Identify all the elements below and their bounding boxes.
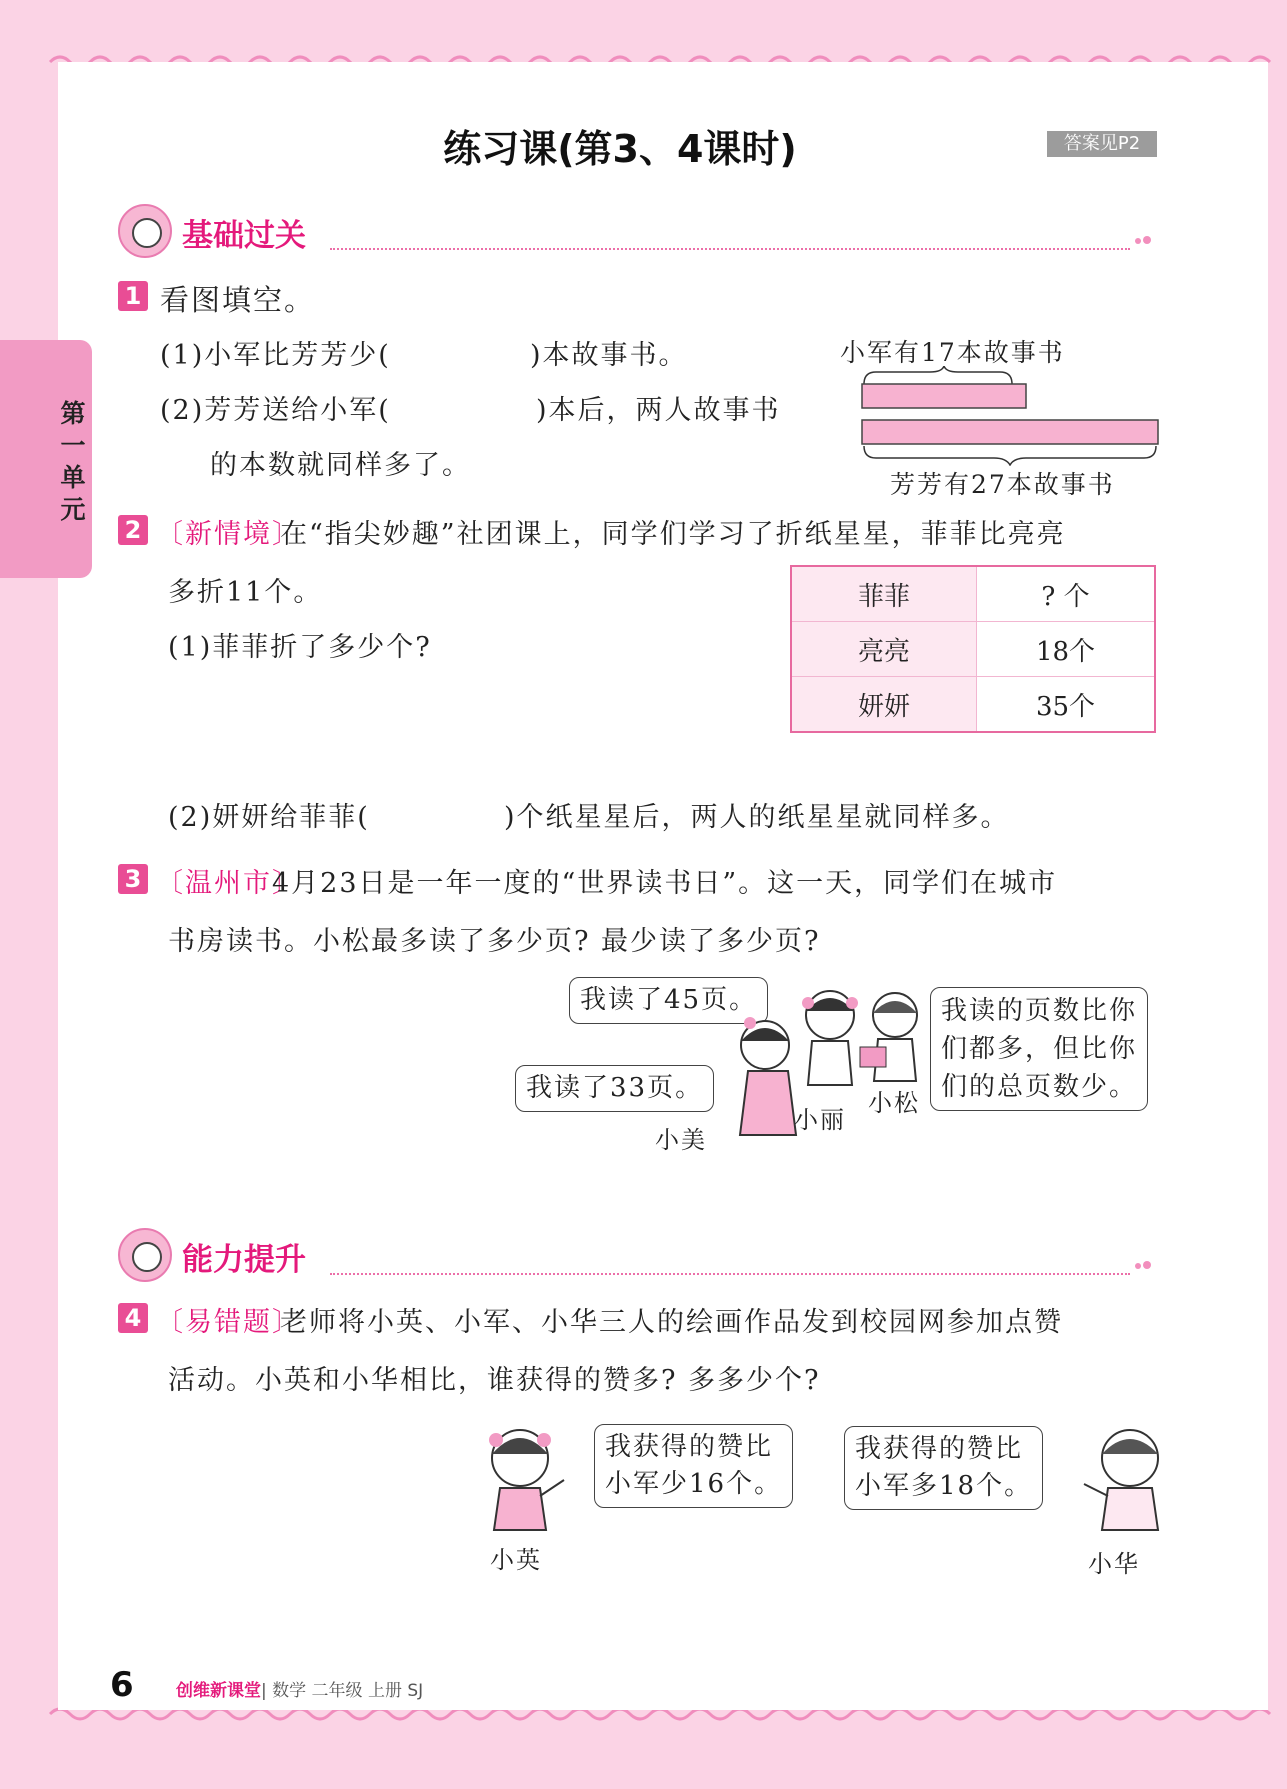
- table-cell-name: 妍妍: [791, 677, 977, 733]
- question-2-line1: 在“指尖妙趣”社团课上，同学们学习了折纸星星，菲菲比亮亮: [280, 519, 1066, 550]
- q1-part2-text-a: (2)芳芳送给小军(: [160, 395, 391, 426]
- table-cell-name: 亮亮: [791, 622, 977, 677]
- bubble-line: 们的总页数少。: [941, 1072, 1138, 1102]
- question-2-part2-a: (2)妍妍给菲菲(: [168, 802, 370, 833]
- question-3-line1: 4月23日是一年一度的“世界读书日”。这一天，同学们在城市: [272, 868, 1058, 899]
- speech-bubble-xiaosong: [930, 987, 1148, 1111]
- table-row: [791, 566, 1155, 622]
- section-basic-title: 基础过关: [182, 218, 306, 254]
- kid-name-xiaomei: 小美: [655, 1126, 707, 1154]
- bubble-line: 我读的页数比你: [941, 996, 1138, 1026]
- q1-bar-diagram: [860, 366, 1160, 466]
- kid-name-xiaohua: 小华: [1088, 1550, 1140, 1578]
- answer-reference-badge: 答案见P2: [1047, 131, 1157, 157]
- bubble-line: 我获得的赞比: [605, 1432, 774, 1462]
- question-2-part2-b: )个纸星星后，两人的纸星星就同样多。: [504, 802, 1010, 833]
- question-4-tag: 〔易错题〕: [156, 1307, 301, 1338]
- question-4-line2: 活动。小英和小华相比，谁获得的赞多? 多多少个?: [168, 1365, 821, 1396]
- question-2-tag: 〔新情境〕: [156, 519, 301, 550]
- question-3-line2: 书房读书。小松最多读了多少页? 最少读了多少页?: [168, 926, 821, 957]
- table-cell-value: 18个: [977, 622, 1156, 677]
- bubble-line: 们都多，但比你: [941, 1034, 1138, 1064]
- speech-bubble-33: 我读了33页。: [515, 1065, 714, 1112]
- q1-part1-text-a: (1)小军比芳芳少(: [160, 340, 391, 371]
- section-advanced-mascot-icon: [118, 1228, 172, 1282]
- section-advanced-title: 能力提升: [182, 1242, 306, 1278]
- q1-part2-text-c: 的本数就同样多了。: [210, 450, 471, 481]
- q2-star-count-table: [790, 565, 1156, 733]
- speech-bubble-xiaoying: [594, 1424, 793, 1508]
- table-cell-value: ? 个: [977, 566, 1156, 622]
- question-1-number: 1: [118, 281, 148, 311]
- q1-part2-text-b: )本后，两人故事书: [536, 395, 781, 426]
- question-2-line2: 多折11个。: [168, 577, 323, 608]
- page-number: 6: [110, 1665, 134, 1705]
- footer-series-info: [176, 1676, 423, 1701]
- speech-bubble-45: 我读了45页。: [569, 977, 768, 1024]
- q1-part1-text-b: )本故事书。: [530, 340, 688, 371]
- question-1-stem: 看图填空。: [160, 283, 316, 317]
- table-cell-value: 35个: [977, 677, 1156, 733]
- table-row: [791, 622, 1155, 677]
- section-basic-dots-icon: [1135, 236, 1155, 246]
- page-title: 练习课(第3、4课时): [443, 127, 797, 171]
- footer-brand: 创维新课堂: [176, 1681, 261, 1701]
- bubble-line: 小军少16个。: [605, 1469, 783, 1499]
- kid-name-xiaoying: 小英: [490, 1546, 542, 1574]
- section-advanced-divider: [330, 1273, 1130, 1275]
- question-4-number: 4: [118, 1303, 148, 1333]
- footer-subject: | 数学 二年级 上册 SJ: [261, 1681, 424, 1701]
- speech-bubble-xiaohua: [844, 1426, 1043, 1510]
- q1-diagram-top-label: 小军有17本故事书: [840, 338, 1065, 367]
- kid-name-xiaosong: 小松: [868, 1089, 920, 1117]
- bubble-line: 小军多18个。: [855, 1471, 1033, 1501]
- xiaoying-illustration: [478, 1418, 578, 1548]
- question-2-number: 2: [118, 515, 148, 545]
- xiaohua-illustration: [1072, 1418, 1172, 1548]
- section-basic-divider: [330, 248, 1130, 250]
- table-cell-name: 菲菲: [791, 566, 977, 622]
- section-advanced-dots-icon: [1135, 1261, 1155, 1271]
- q1-diagram-bottom-label: 芳芳有27本故事书: [890, 470, 1115, 499]
- kid-name-xiaoli: 小丽: [794, 1106, 846, 1134]
- question-3-number: 3: [118, 864, 148, 894]
- question-4-line1: 老师将小英、小军、小华三人的绘画作品发到校园网参加点赞: [280, 1307, 1063, 1338]
- section-basic-mascot-icon: [118, 204, 172, 258]
- unit-side-tab-label: 第一单元: [60, 399, 86, 524]
- question-2-part1: (1)菲菲折了多少个?: [168, 632, 432, 663]
- bubble-line: 我获得的赞比: [855, 1434, 1024, 1464]
- table-row: [791, 677, 1155, 733]
- question-3-tag: 〔温州市〕: [156, 868, 301, 899]
